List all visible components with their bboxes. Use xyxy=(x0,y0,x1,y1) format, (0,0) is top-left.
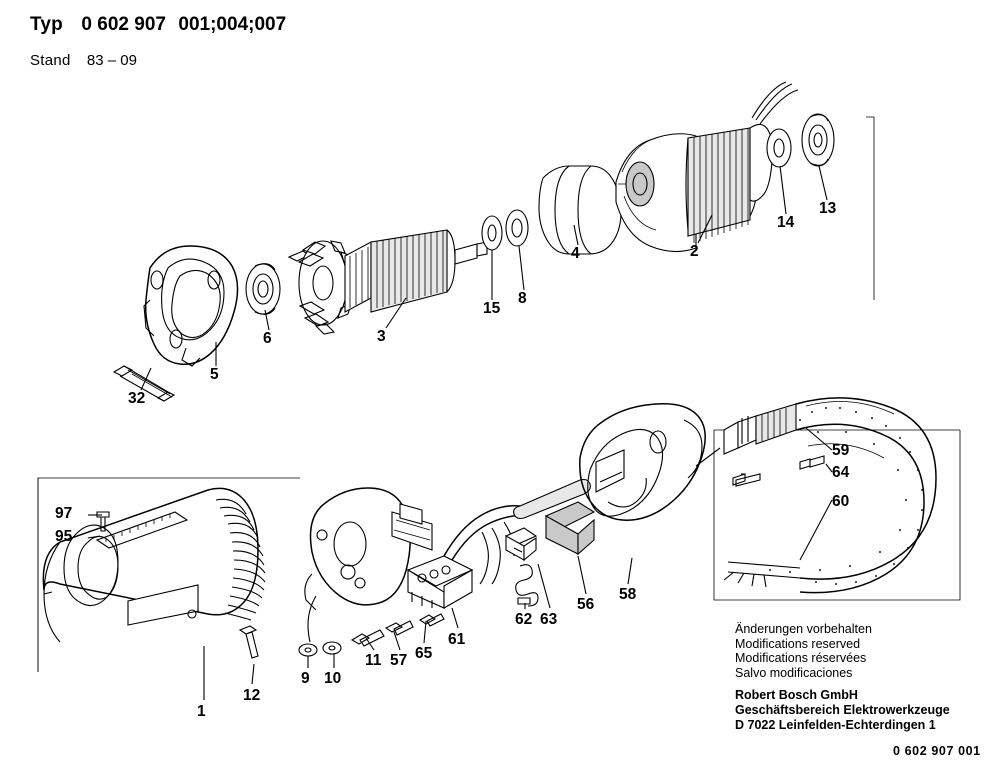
part-4-spacer-ring xyxy=(539,166,621,254)
revision-value: 83 – 09 xyxy=(86,52,137,69)
callout-57: 57 xyxy=(390,652,408,669)
company-address xyxy=(735,688,950,733)
part-11-screw xyxy=(352,630,384,646)
revision-label: Stand xyxy=(30,52,71,69)
callout-95: 95 xyxy=(55,528,73,545)
part-13-ball-bearing xyxy=(802,114,834,166)
part-9-washer xyxy=(299,644,317,656)
note-en: Modifications reserved xyxy=(735,636,861,651)
callout-60: 60 xyxy=(832,493,850,510)
part-12-screw xyxy=(240,626,258,658)
part-64-screw xyxy=(733,456,824,486)
part-14-washer xyxy=(767,129,791,167)
callout-62: 62 xyxy=(515,611,533,628)
legal-notes xyxy=(735,622,872,680)
callout-64: 64 xyxy=(832,464,850,481)
callout-6: 6 xyxy=(263,330,272,347)
part-59-cable-clamp xyxy=(724,404,796,454)
part-number-variants: 001;004;007 xyxy=(178,14,287,35)
callout-3: 3 xyxy=(377,328,386,345)
part-8-washer xyxy=(506,210,528,246)
callout-65: 65 xyxy=(415,645,433,662)
callout-2: 2 xyxy=(690,243,699,260)
company-name: Robert Bosch GmbH xyxy=(735,688,858,702)
note-de: Änderungen vorbehalten xyxy=(735,622,872,636)
part-1-motor-housing xyxy=(43,488,265,642)
part-6-ball-bearing xyxy=(246,264,280,315)
part-15-washer xyxy=(482,216,502,250)
part-61-switch xyxy=(408,556,472,608)
callout-13: 13 xyxy=(819,200,837,217)
part-3-armature xyxy=(289,230,487,334)
callout-63: 63 xyxy=(540,611,558,628)
callout-15: 15 xyxy=(483,300,501,317)
callout-1: 1 xyxy=(197,703,206,720)
part-5-bearing-cap xyxy=(144,246,238,366)
note-es: Salvo modificaciones xyxy=(735,665,853,680)
document-number: 0 602 907 001 xyxy=(893,744,981,758)
callout-11: 11 xyxy=(365,652,382,669)
callout-4: 4 xyxy=(571,245,580,262)
company-division: Geschäftsbereich Elektrowerkzeuge xyxy=(735,703,950,717)
part-number: 0 602 907 xyxy=(81,14,166,35)
part-65-screw xyxy=(420,614,444,626)
callout-8: 8 xyxy=(518,290,527,307)
callout-61: 61 xyxy=(448,631,466,648)
callout-5: 5 xyxy=(210,366,219,383)
callout-59: 59 xyxy=(832,442,850,459)
callout-56: 56 xyxy=(577,596,595,613)
callout-12: 12 xyxy=(243,687,261,704)
part-57-screw xyxy=(386,621,413,635)
callout-97: 97 xyxy=(55,505,73,522)
type-label: Typ xyxy=(30,14,63,35)
part-10-lock-washer xyxy=(323,642,341,654)
part-56-carbon-brush xyxy=(546,502,594,554)
part-62-spring xyxy=(516,565,538,606)
company-city: D 7022 Leinfelden-Echterdingen 1 xyxy=(735,718,936,732)
callout-58: 58 xyxy=(619,586,637,603)
callout-9: 9 xyxy=(301,670,310,687)
note-fr: Modifications réservées xyxy=(735,651,867,665)
part-58-handle-shell xyxy=(580,404,720,520)
callout-14: 14 xyxy=(777,214,795,231)
callout-32: 32 xyxy=(128,390,146,407)
callout-10: 10 xyxy=(324,670,342,687)
